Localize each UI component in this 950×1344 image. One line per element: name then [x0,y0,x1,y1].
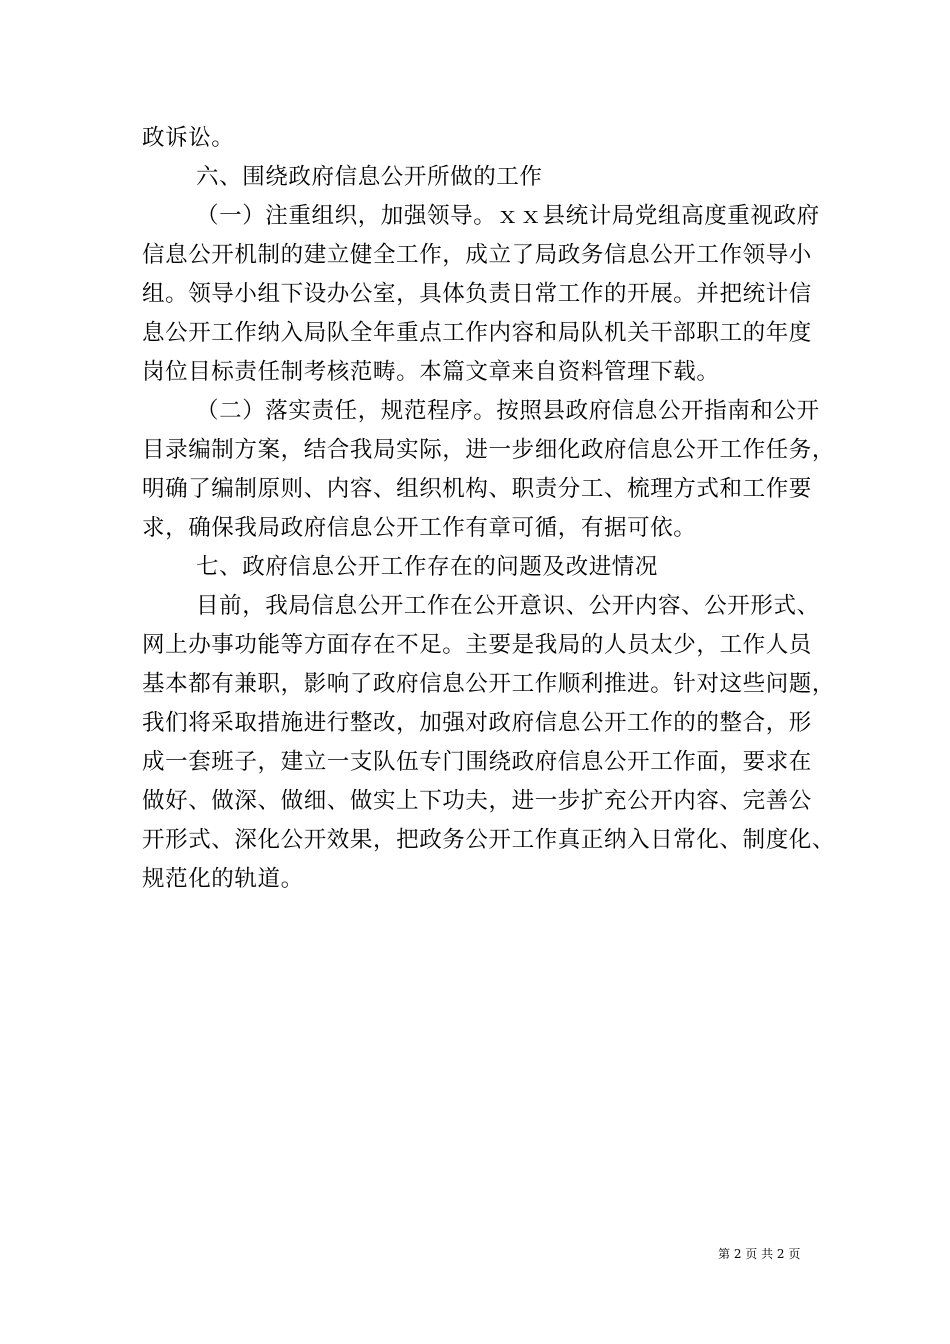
body-text-line: 规范化的轨道。 [142,866,304,892]
body-text-line: 求，确保我局政府信息公开工作有章可循，有据可依。 [142,515,697,541]
body-text-line: 息公开工作纳入局队全年重点工作内容和局队机关干部职工的年度 [142,320,812,346]
body-text-line: 信息公开机制的建立健全工作，成立了局政务信息公开工作领导小 [142,242,812,268]
body-text-line: 我们将采取措施进行整改，加强对政府信息公开工作的的整合，形 [142,710,812,736]
body-text-line: 开形式、深化公开效果，把政务公开工作真正纳入日常化、制度化、 [142,827,836,853]
body-text-line: 岗位目标责任制考核范畴。本篇文章来自资料管理下载。 [142,359,720,385]
body-text-line: 目前，我局信息公开工作在公开意识、公开内容、公开形式、 [196,593,820,619]
body-text-line: 目录编制方案，结合我局实际，进一步细化政府信息公开工作任务， [142,437,836,463]
body-text-line: （一）注重组织，加强领导。ｘｘ县统计局党组高度重视政府 [196,203,820,229]
body-text-line: （二）落实责任，规范程序。按照县政府信息公开指南和公开 [196,398,820,424]
body-text-line: 网上办事功能等方面存在不足。主要是我局的人员太少，工作人员 [142,632,812,658]
body-text-line: 政诉讼。 [142,125,235,151]
section-heading: 七、政府信息公开工作存在的问题及改进情况 [196,554,659,580]
body-text-line: 明确了编制原则、内容、组织机构、职责分工、梳理方式和工作要 [142,476,812,502]
section-heading: 六、围绕政府信息公开所做的工作 [196,164,543,190]
body-text-line: 成一套班子，建立一支队伍专门围绕政府信息公开工作面，要求在 [142,749,812,775]
body-text-line: 做好、做深、做细、做实上下功夫，进一步扩充公开内容、完善公 [142,788,812,814]
page-footer: 第 2 页 共 2 页 [718,1247,801,1261]
body-text-line: 组。领导小组下设办公室，具体负责日常工作的开展。并把统计信 [142,281,812,307]
body-text-line: 基本都有兼职，影响了政府信息公开工作顺利推进。针对这些问题， [142,671,836,697]
